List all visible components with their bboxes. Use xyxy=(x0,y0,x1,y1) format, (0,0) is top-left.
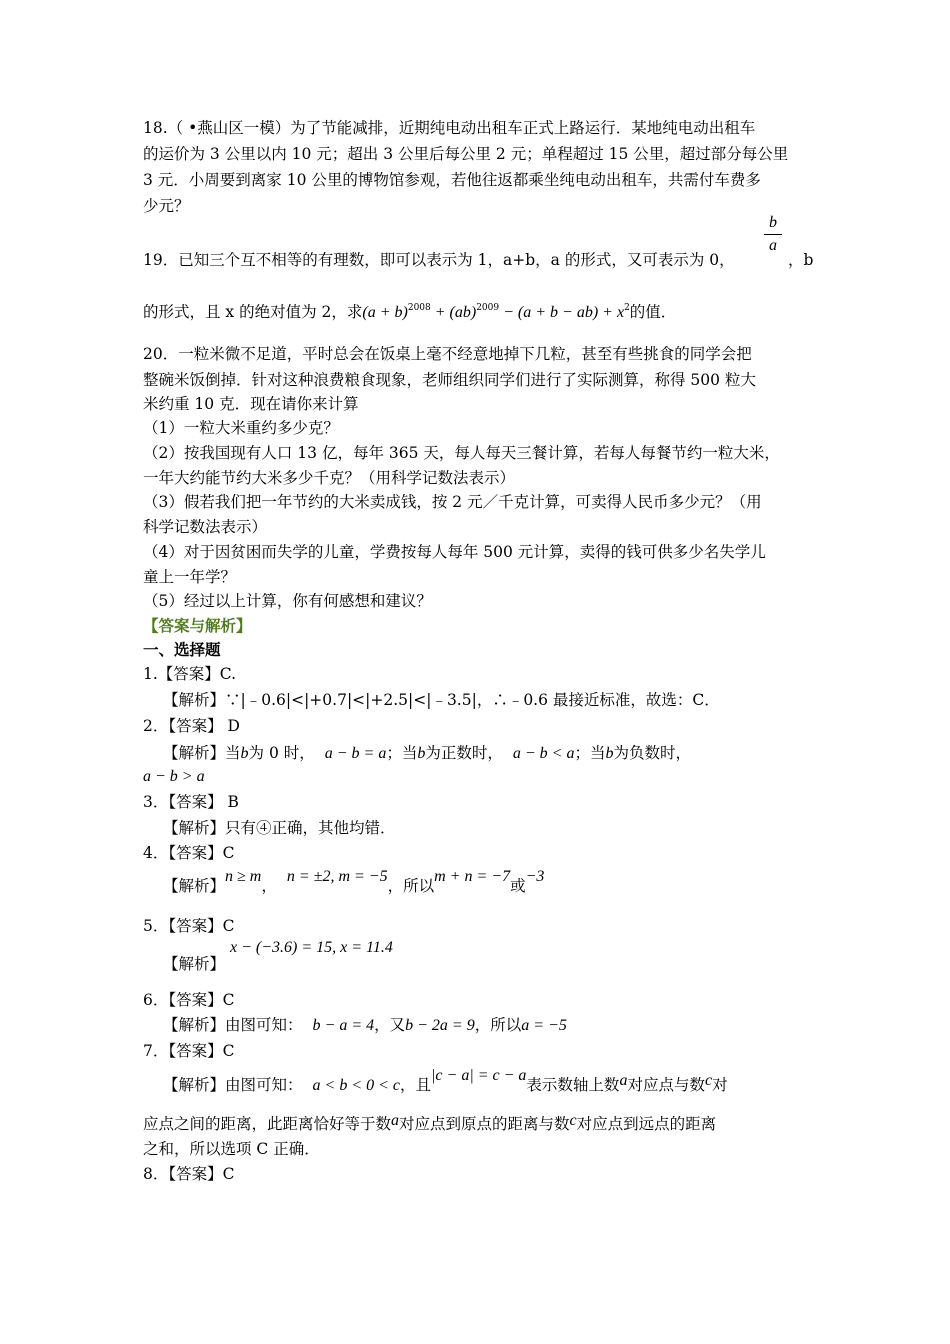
answer-7-explanation-line-2 xyxy=(143,1114,716,1135)
math-expression: a − b > a xyxy=(143,768,205,785)
q20-part-4-line-2: 童上一年学？ xyxy=(143,568,237,586)
q18-line-3: 3 元．小周要到离家 10 公里的博物馆参观，若他往返都乘坐纯电动出租车，共需付车费多 xyxy=(143,171,761,189)
fraction-b-over-a xyxy=(762,214,784,255)
q18-line-4: 少元？ xyxy=(143,197,190,215)
text: 表示数轴上数 xyxy=(526,1076,620,1094)
q20-line-1: 20．一粒米微不足道，平时总会在饭桌上毫不经意地掉下几粒，甚至有些挑食的同学会把 xyxy=(143,345,752,363)
q20-part-3-line-1: （3）假若我们把一年节约的大米卖成钱，按 2 元／千克计算，可卖得人民币多少元？（用 xyxy=(143,493,762,511)
text: 【解析】由图可知： xyxy=(163,1076,303,1094)
text: ，又 xyxy=(374,1016,406,1034)
text: ，所以 xyxy=(474,1016,522,1034)
math-expression: b − a = 4 xyxy=(312,1017,375,1034)
math-b: b xyxy=(417,745,426,762)
answer-2-explanation-cont xyxy=(143,766,205,787)
expression-part-c: − (a + b − ab) + x xyxy=(499,304,625,321)
math-expression: |c − a| = c − a xyxy=(431,1067,527,1084)
q18-line-2: 的运价为 3 公里以内 10 元；超出 3 公里后每公里 2 元；单程超过 15 公里，超过部分每公里 xyxy=(143,145,789,163)
text: 对 xyxy=(712,1076,728,1094)
q20-line-2: 整碗米饭倒掉．针对这种浪费粮食现象，老师组织同学们进行了实际测算，称得 500 粒大 xyxy=(143,371,756,389)
q19-text-post: 的值． xyxy=(629,303,677,321)
answer-3: 3．【答案】 B xyxy=(143,793,239,811)
text: 应点之间的距离，此距离恰好等于数 xyxy=(143,1115,392,1133)
math-expression: a < b < 0 < c xyxy=(312,1077,401,1094)
q20-part-5: （5）经过以上计算，你有何感想和建议？ xyxy=(143,592,432,610)
text: 对应点与数 xyxy=(627,1076,705,1094)
expression-part-b: + (ab) xyxy=(430,304,477,321)
text: 为 0 时， xyxy=(248,744,315,762)
math-expression: −3 xyxy=(525,868,545,885)
math-expression: a − b = a xyxy=(324,745,387,762)
q19-text: 19．已知三个互不相等的有理数，即可以表示为 1，a+b，a 的形式，又可表示为 0， xyxy=(143,251,735,269)
answer-7-explanation-line-3: 之和，所以选项 C 正确． xyxy=(143,1140,320,1158)
answer-5: 5．【答案】C xyxy=(143,917,235,935)
q20-part-2-line-2: 一年大约能节约大米多少千克？（用科学记数法表示） xyxy=(143,469,516,487)
text: ；当 xyxy=(386,744,418,762)
text: ；当 xyxy=(574,744,606,762)
answers-heading: 【答案与解析】 xyxy=(143,616,252,635)
exponent-2008: 2008 xyxy=(407,303,431,313)
math-a: a xyxy=(619,1072,628,1089)
q19-text-pre: 的形式，且 x 的绝对值为 2，求 xyxy=(143,303,363,321)
fraction-numerator: b xyxy=(769,214,777,231)
answer-1-explanation: 【解析】∵|﹣0.6|<|+0.7|<|+2.5|<|﹣3.5|，∴﹣0.6 最接近标准，故选：C． xyxy=(163,691,720,709)
q19-line-2 xyxy=(143,302,676,325)
exponent-2: 2 xyxy=(624,303,630,313)
answer-7: 7．【答案】C xyxy=(143,1042,235,1060)
answer-6: 6．【答案】C xyxy=(143,991,235,1009)
q20-part-4-line-1: （4）对于因贫困而失学的儿童，学费按每人每年 500 元计算，卖得的钱可供多少名失学儿 xyxy=(143,543,766,561)
math-expression: n ≥ m xyxy=(225,868,262,885)
math-expression: a − b < a xyxy=(512,745,575,762)
answer-3-explanation: 【解析】只有④正确，其他均错． xyxy=(163,819,396,837)
text: 【解析】由图可知： xyxy=(163,1016,303,1034)
q18-line-1: 18.（ •燕山区一模）为了节能减排，近期纯电动出租车正式上路运行．某地纯电动出租车 xyxy=(143,119,756,137)
math-a: a xyxy=(391,1112,400,1129)
expression-part-a: (a + b) xyxy=(362,304,408,321)
answer-2: 2．【答案】 D xyxy=(143,717,240,735)
fraction-bar xyxy=(764,234,782,235)
q20-part-3-line-2: 科学记数法表示） xyxy=(143,518,268,536)
answer-5-math xyxy=(230,937,393,958)
text: 【解析】当 xyxy=(163,744,241,762)
q19-line-1 xyxy=(143,250,735,270)
q19-line-1-tail: ，b xyxy=(788,251,814,269)
text: 对应点到远点的距离 xyxy=(576,1115,717,1133)
text: 为负数时， xyxy=(613,744,691,762)
q20-part-1: （1）一粒大米重约多少克？ xyxy=(143,419,339,437)
text: ， xyxy=(261,877,277,895)
math-b: b xyxy=(240,745,249,762)
q20-line-3: 米约重 10 克．现在请你来计算 xyxy=(143,395,359,413)
answer-7-explanation xyxy=(163,1067,728,1096)
answer-6-explanation xyxy=(163,1015,567,1036)
answer-8: 8．【答案】C xyxy=(143,1165,235,1183)
math-c: c xyxy=(704,1072,713,1089)
fraction-denominator: a xyxy=(769,237,777,254)
math-b: b xyxy=(605,745,614,762)
text: ，所以 xyxy=(387,877,435,895)
exponent-2009: 2009 xyxy=(476,303,500,313)
answer-5-explanation: 【解析】 xyxy=(163,955,226,973)
answer-2-explanation xyxy=(163,743,691,764)
math-expression: n = ±2, m = −5 xyxy=(286,868,388,885)
answer-4: 4．【答案】C xyxy=(143,844,235,862)
text: 【解析】 xyxy=(163,877,226,895)
q20-part-2-line-1: （2）按我国现有人口 13 亿，每年 365 天，每人每天三餐计算，若每人每餐节约一粒大米， xyxy=(143,444,780,462)
text: 或 xyxy=(510,877,526,895)
section-title: 一、选择题 xyxy=(143,640,221,659)
math-c: c xyxy=(569,1112,577,1129)
math-expression: a = −5 xyxy=(521,1017,567,1034)
text: ，且 xyxy=(400,1076,432,1094)
math-expression: b − 2a = 9 xyxy=(405,1017,475,1034)
answer-4-explanation xyxy=(163,868,545,897)
math-expression: x − (−3.6) = 15, x = 11.4 xyxy=(230,939,393,956)
answer-1: 1.【答案】C. xyxy=(143,665,237,683)
math-expression: m + n = −7 xyxy=(434,868,511,885)
text: 为正数时， xyxy=(425,744,503,762)
text: 对应点到原点的距离与数 xyxy=(399,1115,570,1133)
